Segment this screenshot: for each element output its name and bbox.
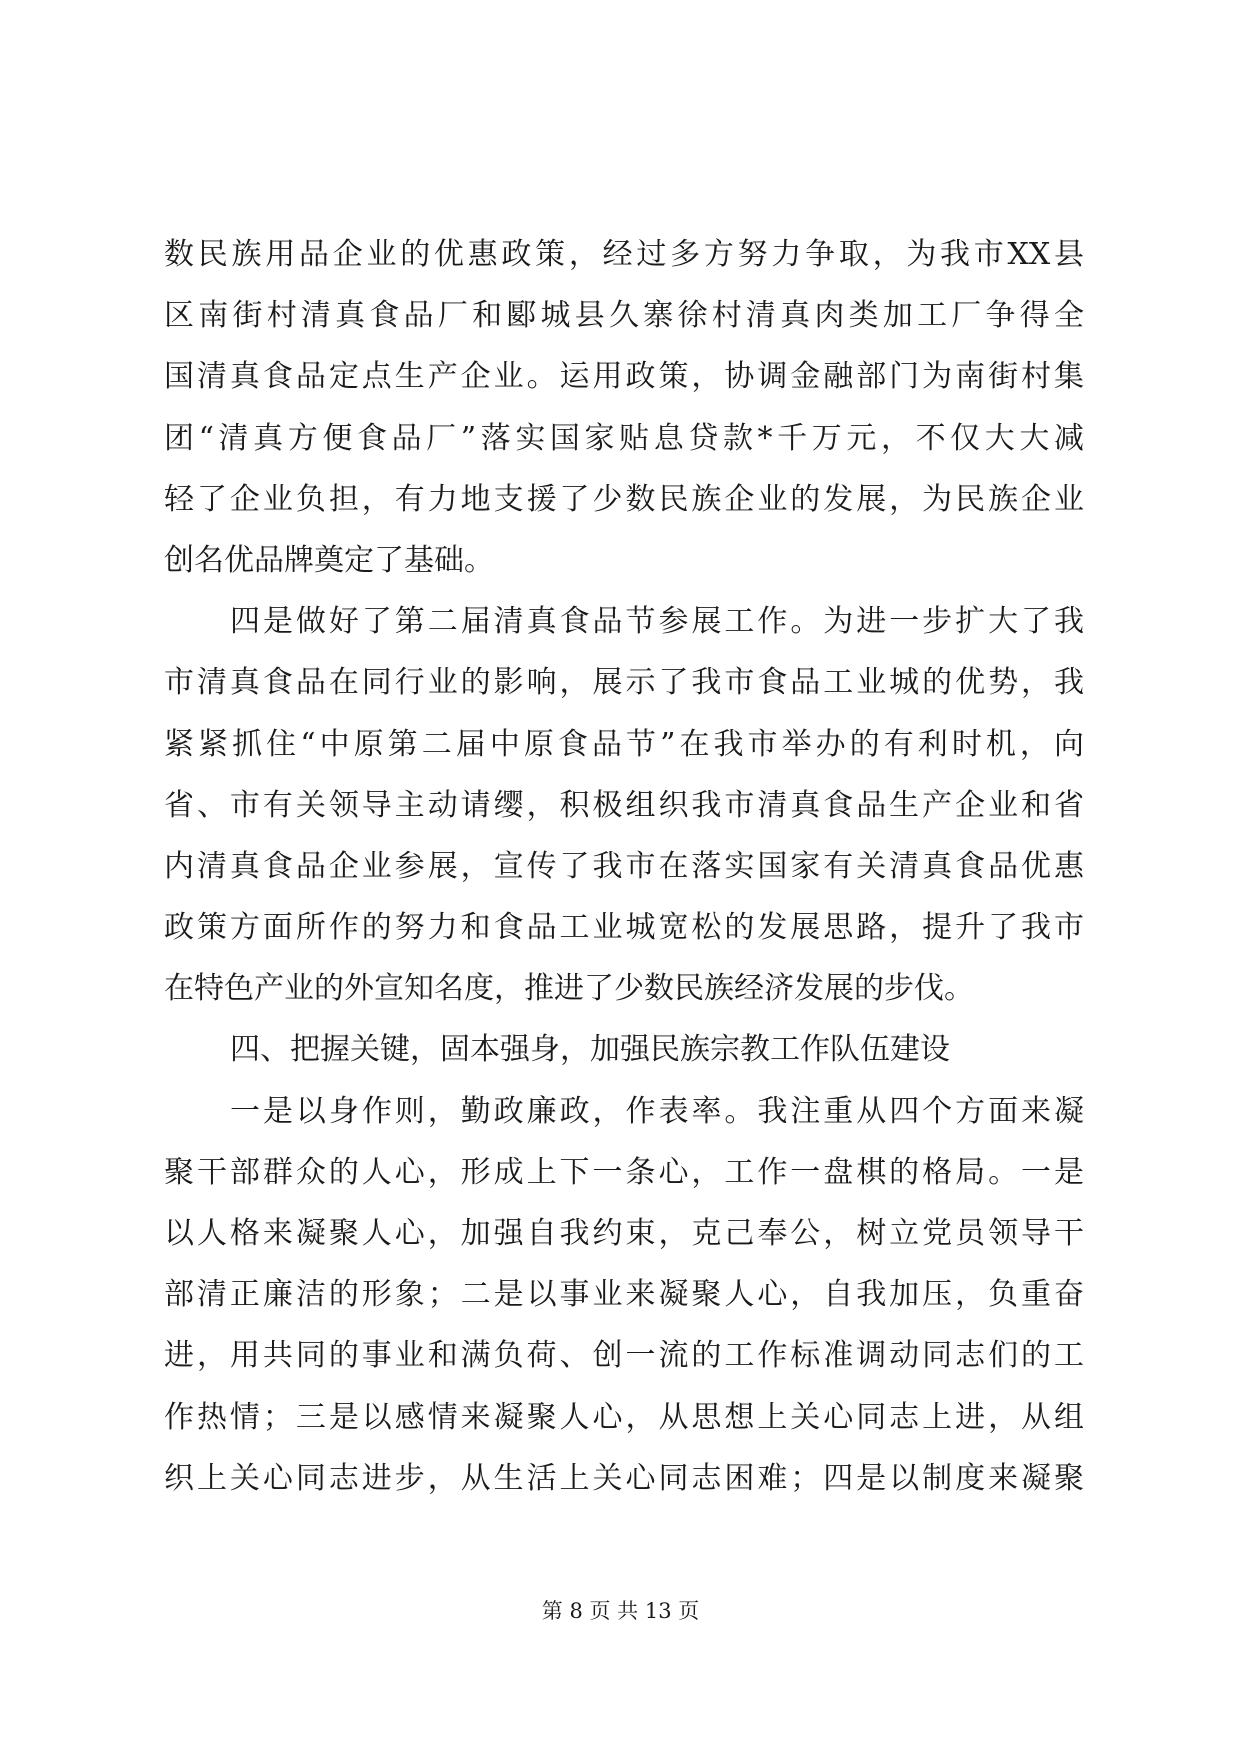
text-line: 数民族用品企业的优惠政策，经过多方努力争取，为我市XX县 <box>164 237 1084 272</box>
text-line: 紧紧抓住“中原第二届中原食品节”在我市举办的有利时机，向 <box>164 726 1084 762</box>
section-heading: 四、把握关键，固本强身，加强民族宗教工作队伍建设 <box>230 1032 950 1068</box>
text-line: 市清真食品在同行业的影响，展示了我市食品工业城的优势，我 <box>164 665 1084 701</box>
text-line: 进，用共同的事业和满负荷、创一流的工作标准调动同志们的工 <box>164 1338 1084 1374</box>
text-line: 政策方面所作的努力和食品工业城宽松的发展思路，提升了我市 <box>164 910 1084 946</box>
text-line: 内清真食品企业参展，宣传了我市在落实国家有关清真食品优惠 <box>164 848 1084 884</box>
text-line: 轻了企业负担，有力地支援了少数民族企业的发展，为民族企业 <box>164 481 1084 517</box>
paragraph-start-line: 四是做好了第二届清真食品节参展工作。为进一步扩大了我 <box>230 604 1084 640</box>
text-line: 省、市有关领导主动请缨，积极组织我市清真食品生产企业和省 <box>164 787 1084 823</box>
text-line: 区南街村清真食品厂和郾城县久寨徐村清真肉类加工厂争得全 <box>164 298 1084 334</box>
text-line: 国清真食品定点生产企业。运用政策，协调金融部门为南街村集 <box>164 359 1084 395</box>
page-number-footer: 第 8 页 共 13 页 <box>541 1599 700 1623</box>
text-line: 织上关心同志进步，从生活上关心同志困难；四是以制度来凝聚 <box>164 1460 1084 1496</box>
paragraph-start-line: 一是以身作则，勤政廉政，作表率。我注重从四个方面来凝 <box>230 1093 1084 1129</box>
text-line: 作热情；三是以感情来凝聚人心，从思想上关心同志上进，从组 <box>164 1399 1084 1435</box>
document-body <box>164 224 1084 1509</box>
text-line: 聚干部群众的人心，形成上下一条心，工作一盘棋的格局。一是 <box>164 1154 1084 1190</box>
text-line: 以人格来凝聚人心，加强自我约束，克己奉公，树立党员领导干 <box>164 1216 1084 1251</box>
text-line: 团“清真方便食品厂”落实国家贴息贷款*千万元，不仅大大减 <box>164 420 1084 456</box>
text-line: 创名优品牌奠定了基础。 <box>164 542 494 578</box>
text-line: 部清正廉洁的形象；二是以事业来凝聚人心，自我加压，负重奋 <box>164 1277 1084 1313</box>
text-line: 在特色产业的外宣知名度，推进了少数民族经济发展的步伐。 <box>164 971 974 1007</box>
